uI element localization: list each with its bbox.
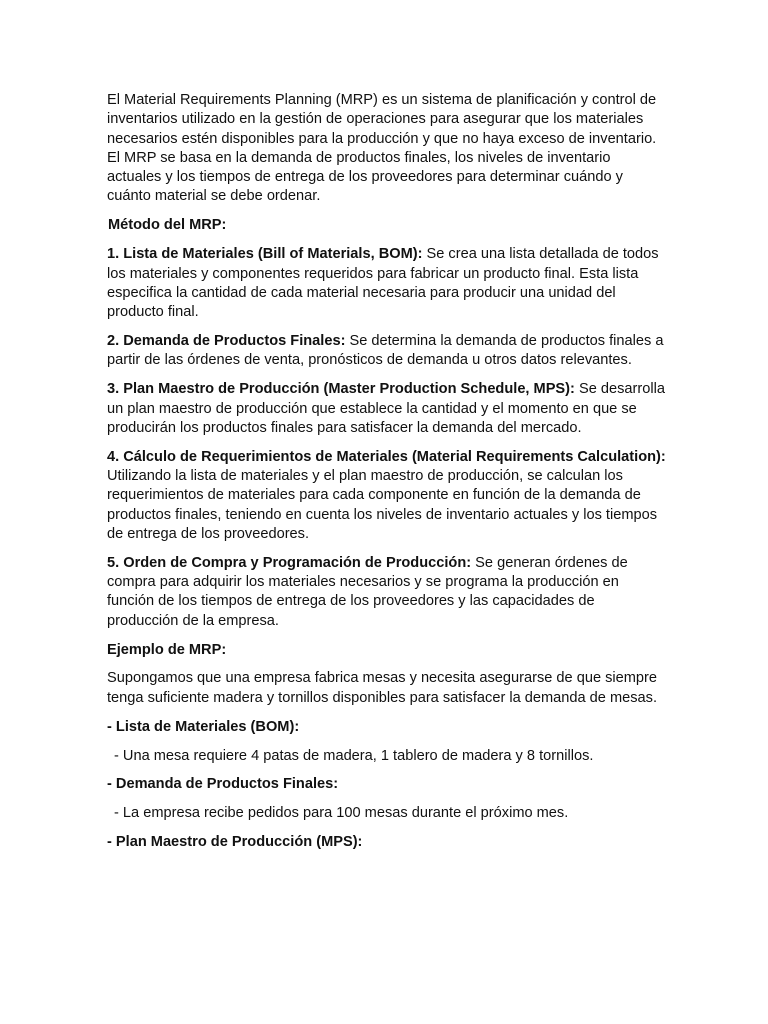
example-heading-text: Ejemplo de MRP: (107, 641, 227, 658)
step-1-text: Se crea una lista detallada de todos los materiales y componentes requeridos para fabricar un producto final. Esta lista especifica la cantidad de cada material necesaria para producir una unidad del producto final. (107, 246, 659, 321)
example-item-2-heading-text: - Demanda de Productos Finales: (107, 776, 339, 793)
step-3-text: Se desarrolla un plan maestro de producción que establece la cantidad y el momento en que se producirán los productos finales para satisfacer la demanda del mercado. (107, 381, 665, 436)
step-1 (107, 245, 667, 322)
step-3-title: 3. Plan Maestro de Producción (Master Production Schedule, MPS): (107, 381, 575, 398)
example-item-3-heading-text: - Plan Maestro de Producción (MPS): (107, 834, 363, 851)
method-heading (107, 216, 667, 235)
example-item-3-heading (107, 833, 667, 852)
example-item-1-heading (107, 718, 667, 737)
example-intro: Supongamos que una empresa fabrica mesas y necesita asegurarse de que siempre tenga suficiente madera y tornillos disponibles para satisfacer la demanda de mesas. (107, 670, 658, 706)
step-5-title: 5. Orden de Compra y Programación de Producción: (107, 554, 472, 571)
step-2 (107, 332, 667, 371)
example-item-2-detail: - La empresa recibe pedidos para 100 mesas durante el próximo mes. (114, 805, 569, 822)
step-2-title: 2. Demanda de Productos Finales: (107, 333, 346, 350)
example-item-2-heading (107, 775, 667, 794)
step-5 (107, 554, 667, 631)
intro-paragraph: El Material Requirements Planning (MRP) es un sistema de planificación y control de inventarios utilizado en la gestión de operaciones para asegurar que los materiales necesarios estén disponibles para la producción y que no haya exceso de inventario. El MRP se basa en la demanda de productos finales, los niveles de inventario actuales y los tiempos de entrega de los proveedores para determinar cuándo y cuánto material se debe ordenar. (107, 92, 657, 205)
example-item-1-detail: - Una mesa requiere 4 patas de madera, 1 tablero de madera y 8 tornillos. (114, 747, 594, 764)
step-4 (107, 448, 667, 544)
step-5-text: Se generan órdenes de compra para adquirir los materiales necesarios y se programa la producción en función de los tiempos de entrega de los proveedores y las capacidades de producción de la empresa. (107, 554, 628, 629)
step-4-title: 4. Cálculo de Requerimientos de Materiales (Material Requirements Calculation): (107, 448, 666, 465)
step-2-text: Se determina la demanda de productos finales a partir de las órdenes de venta, pronósticos de demanda u otros datos relevantes. (107, 333, 664, 369)
example-item-1-heading-text: - Lista de Materiales (BOM): (107, 718, 300, 735)
step-3 (107, 380, 667, 438)
step-1-title: 1. Lista de Materiales (Bill of Materials, BOM): (107, 246, 423, 263)
method-heading-text: Método del MRP: (108, 217, 227, 234)
step-4-text: Utilizando la lista de materiales y el plan maestro de producción, se calculan los requerimientos de materiales para cada componente en función de la demanda de productos finales, teniendo en cuenta los niveles de inventario actuales y los tiempos de entrega de los proveedores. (107, 468, 658, 542)
example-heading (107, 641, 667, 660)
document-page (107, 91, 667, 862)
